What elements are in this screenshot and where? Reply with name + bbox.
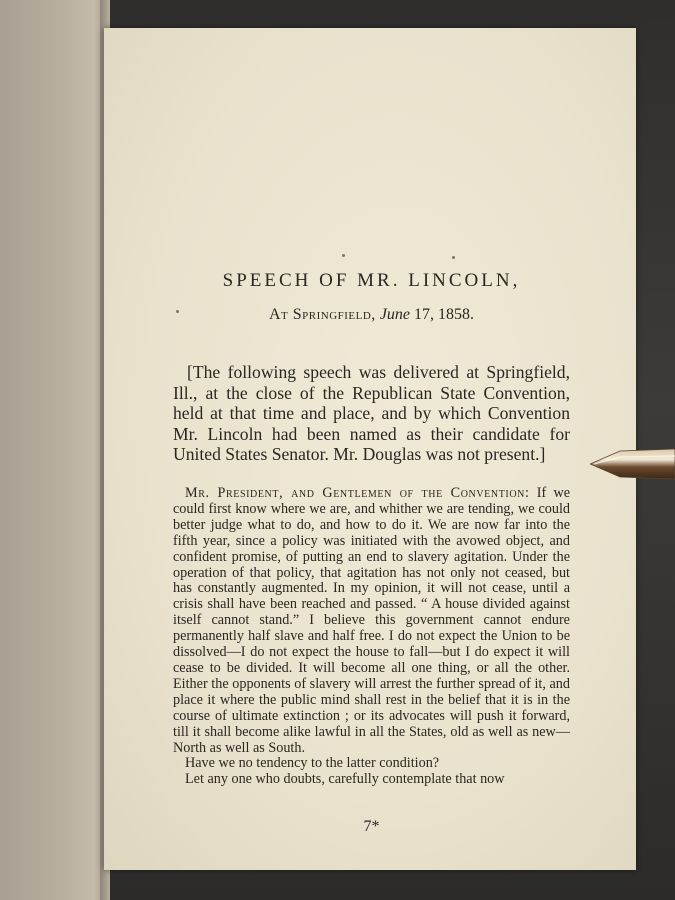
paper-speck bbox=[452, 256, 455, 259]
speech-day-year: 17, 1858. bbox=[414, 306, 475, 323]
address-salutation: Mr. President, and Gentlemen of the Convention: bbox=[185, 485, 530, 501]
paragraph bbox=[173, 486, 570, 756]
speech-place: At Springfield, bbox=[268, 306, 376, 323]
editorial-note: [The following speech was delivered at Springfield, Ill., at the close of the Republican State Convention, held at that time and place, and by which Convention Mr. Lincoln had been named as their candidate for United States Senator. Mr. Douglas was not present.] bbox=[173, 362, 570, 464]
paragraph-text: If we could first know where we are, and whither we are tending, we could better judge what to do, and how to do it. We are now far into the fifth year, since a policy was initiated with the avowed object, and confident promise, of putting an end to slavery agitation. Under the operation of that policy, that agitation has not only not ceased, but has constantly augmented. In my opinion, it will not cease, until a crisis shall have been reached and passed. “ A house divided against itself cannot stand.” I believe this government cannot endure permanently half slave and half free. I do not expect the Union to be dissolved—I do not expect the house to fall—but I do expect it will cease to be divided. It will become all one thing, or all the other. Either the opponents of slavery will arrest the further spread of it, and place it where the public mind shall rest in the belief that it is in the course of ultimate extinction ; or its advocates will push it forward, till it shall become alike lawful in all the States, old as well as new—North as well as South. bbox=[173, 485, 571, 756]
paragraph: Have we no tendency to the latter condition? bbox=[185, 755, 440, 772]
speech-month: June bbox=[379, 306, 411, 323]
pen-pointer bbox=[590, 445, 675, 485]
book-page bbox=[104, 28, 636, 870]
left-page bbox=[0, 0, 110, 900]
speech-subtitle bbox=[173, 306, 570, 324]
page-number: 7* bbox=[363, 818, 380, 835]
speech-title: SPEECH OF MR. LINCOLN, bbox=[222, 270, 521, 291]
paragraph: Let any one who doubts, carefully contemplate that now bbox=[185, 771, 505, 788]
paper-speck bbox=[342, 254, 345, 257]
speech-body bbox=[173, 486, 570, 788]
